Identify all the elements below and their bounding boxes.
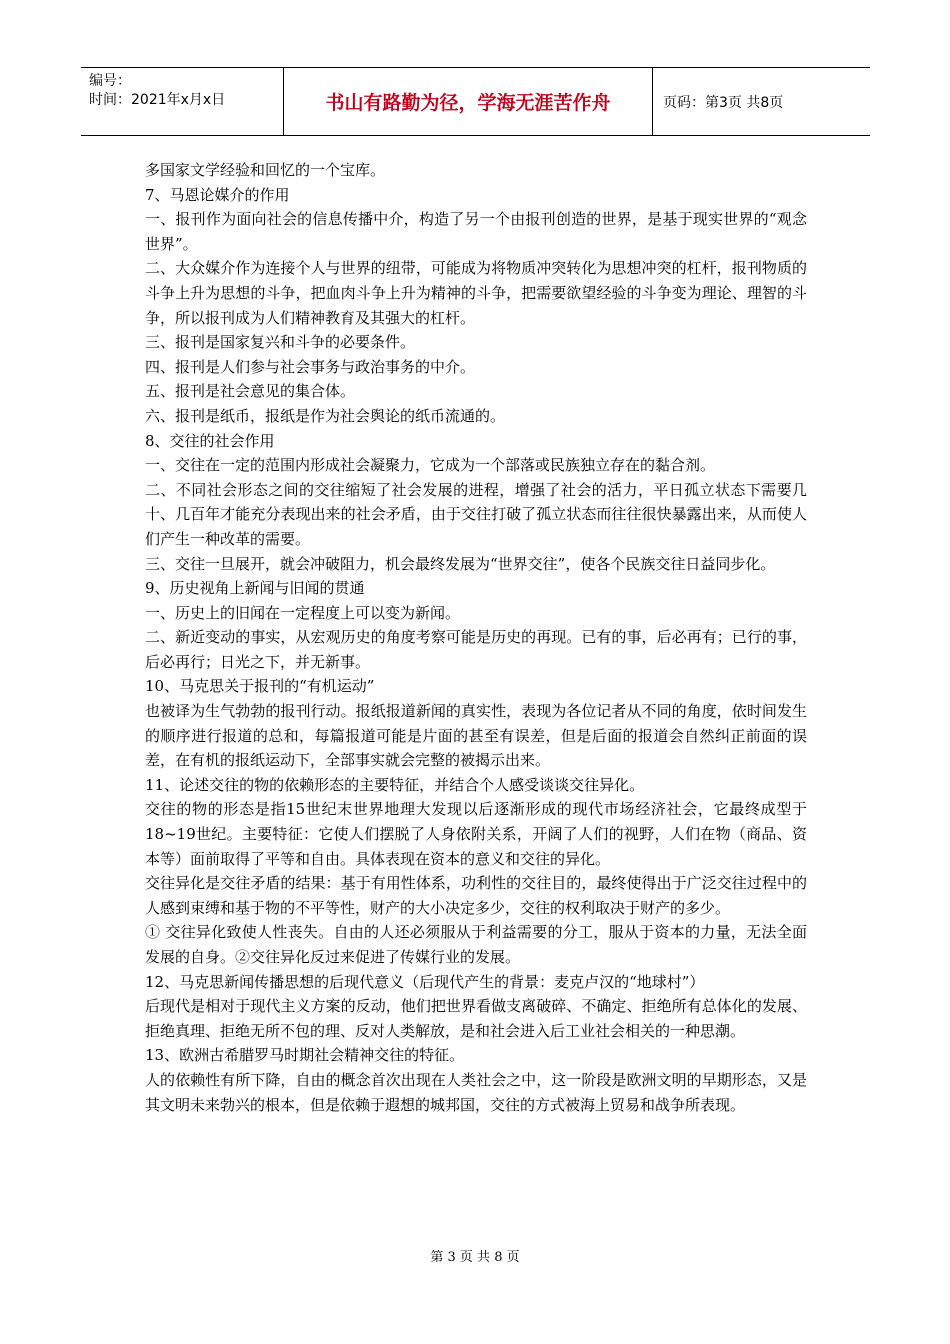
paragraph: 一、交往在一定的范围内形成社会凝聚力，它成为一个部落或民族独立存在的黏合剂。	[145, 456, 716, 475]
paragraph: 二、新近变动的事实，从宏观历史的角度考察可能是历史的再现。已有的事，后必再有；已行的事，后必再行；日光之下，并无新事。	[145, 628, 807, 671]
paragraph: 一、报刊作为面向社会的信息传播中介，构造了另一个由报刊创造的世界，是基于现实世界的“观念世界”。	[145, 210, 807, 253]
page-header	[81, 67, 870, 136]
document-number-label: 编号：	[89, 73, 131, 89]
paragraph: 人的依赖性有所下降，自由的概念首次出现在人类社会之中，这一阶段是欧洲文明的早期形态，又是其文明未来勃兴的根本，但是依赖于遐想的城邦国，交往的方式被海上贸易和战争所表现。	[145, 1070, 807, 1114]
paragraph: 交往异化是交往矛盾的结果：基于有用性体系，功利性的交往目的，最终使得出于广泛交往过程中的人感到束缚和基于物的不平等性，财产的大小决定多少，交往的权利取决于财产的多少。	[145, 874, 807, 917]
header-motto: 书山有路勤为径，学海无涯苦作舟	[284, 68, 653, 135]
paragraph: 三、报刊是国家复兴和斗争的必要条件。	[145, 333, 416, 352]
header-page-code: 页码：第3页 共8页	[663, 94, 784, 111]
body-text	[145, 158, 807, 1117]
section-heading: 7、马恩论媒介的作用	[145, 185, 290, 204]
paragraph: 交往的物的形态是指15世纪末世界地理大发现以后逐渐形成的现代市场经济社会，它最终成型于18~19世纪。主要特征：它使人们摆脱了人身依附关系，开阔了人们的视野，人们在物（商品、资本等）面前取得了平等和自由。具体表现在资本的意义和交往的异化。	[145, 800, 807, 868]
section-heading: 12、马克思新闻传播思想的后现代意义（后现代产生的背景：麦克卢汉的“地球村”）	[145, 972, 705, 991]
section-heading: 9、历史视角上新闻与旧闻的贯通	[145, 579, 365, 598]
paragraph: 多国家文学经验和回忆的一个宝库。	[145, 161, 386, 179]
paragraph: 二、大众媒介作为连接个人与世界的纽带，可能成为将物质冲突转化为思想冲突的杠杆，报刊物质的斗争上升为思想的斗争，把血肉斗争上升为精神的斗争，把需要欲望经验的斗争变为理论、理智的斗争，所以报刊成为人们精神教育及其强大的杠杆。	[145, 259, 807, 327]
section-heading: 13、欧洲古希腊罗马时期社会精神交往的特征。	[145, 1046, 465, 1065]
paragraph: 五、报刊是社会意见的集合体。	[145, 382, 356, 401]
paragraph: ① 交往异化致使人性丧失。自由的人还必须服从于利益需要的分工，服从于资本的力量，无法全面发展的自身。②交往异化反过来促进了传媒行业的发展。	[145, 923, 807, 966]
paragraph: 一、历史上的旧闻在一定程度上可以变为新闻。	[145, 603, 461, 622]
paragraph: 也被译为生气勃勃的报刊行动。报纸报道新闻的真实性，表现为各位记者从不同的角度，依时间发生的顺序进行报道的总和，每篇报道可能是片面的甚至有误差，但是后面的报道会自然纠正前面的误差，在有机的报纸运动下，全部事实就会完整的被揭示出来。	[145, 702, 807, 770]
paragraph: 二、不同社会形态之间的交往缩短了社会发展的进程，增强了社会的活力，平日孤立状态下需要几十、几百年才能充分表现出来的社会矛盾，由于交往打破了孤立状态而往往很快暴露出来，从而使人们产生一种改革的需要。	[145, 480, 807, 548]
paragraph: 三、交往一旦展开，就会冲破阻力，机会最终发展为“世界交往”，使各个民族交往日益同步化。	[145, 554, 776, 573]
paragraph: 四、报刊是人们参与社会事务与政治事务的中介。	[145, 357, 476, 376]
document-date: 时间：2021年x月x日	[89, 92, 226, 108]
paragraph: 六、报刊是纸币，报纸是作为社会舆论的纸币流通的。	[145, 406, 506, 425]
section-heading: 11、论述交往的物的依赖形态的主要特征，并结合个人感受谈谈交往异化。	[145, 775, 645, 794]
section-heading: 10、马克思关于报刊的“有机运动”	[145, 677, 375, 696]
header-meta	[81, 68, 284, 135]
paragraph: 后现代是相对于现代主义方案的反动，他们把世界看做支离破碎、不确定、拒绝所有总体化的发展、拒绝真理、拒绝无所不包的理、反对人类解放，是和社会进入后工业社会相关的一种思潮。	[145, 997, 807, 1040]
section-heading: 8、交往的社会作用	[145, 431, 275, 450]
page-footer: 第 3 页 共 8 页	[430, 1250, 520, 1265]
